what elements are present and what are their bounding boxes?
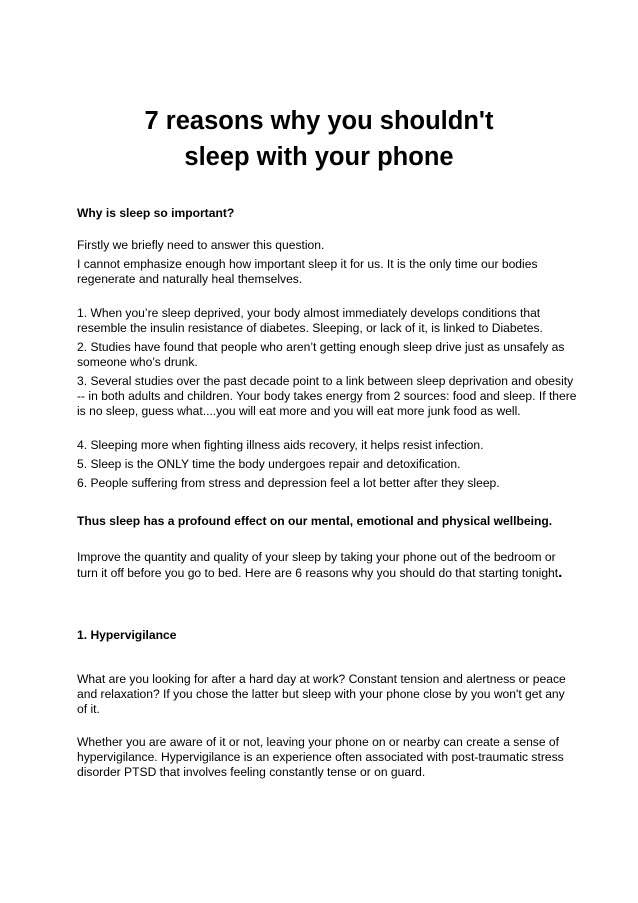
title-line-1: 7 reasons why you shouldn't <box>144 107 494 135</box>
section-1-heading: 1. Hypervigilance <box>77 628 177 642</box>
intro-paragraph-1: Firstly we briefly need to answer this question. <box>77 238 325 252</box>
intro-paragraph-2: I cannot emphasize enough how important sleep it for us. It is the only time our bodies regenerate and naturally heal themselves. <box>77 257 538 286</box>
reason-3: 3. Several studies over the past decade point to a link between sleep deprivation and obesity -- in both adults and children. Your body takes energy from 2 sources: food and sleep. If there is no sleep, guess what....you will eat more and you will eat more junk food as well. <box>77 374 577 418</box>
improve-end-period: . <box>558 564 563 581</box>
improve-paragraph <box>77 550 577 581</box>
reason-6: 6. People suffering from stress and depression feel a lot better after they sleep. <box>77 476 500 490</box>
reason-4: 4. Sleeping more when fighting illness aids recovery, it helps resist infection. <box>77 438 484 452</box>
summary-bold: Thus sleep has a profound effect on our mental, emotional and physical wellbeing. <box>77 514 553 528</box>
reason-2: 2. Studies have found that people who aren’t getting enough sleep drive just as unsafely as someone who’s drunk. <box>77 340 565 369</box>
section-1-paragraph-1: What are you looking for after a hard day at work? Constant tension and alertness or peace and relaxation? If you chose the latter but sleep with your phone close by you won't get any of it. <box>77 672 566 716</box>
page-title <box>60 103 578 175</box>
improve-text: Improve the quantity and quality of your sleep by taking your phone out of the bedroom or turn it off before you go to bed. Here are 6 reasons why you should do that starting tonight <box>77 550 559 580</box>
heading-why-sleep: Why is sleep so important? <box>77 206 235 220</box>
section-1-paragraph-2: Whether you are aware of it or not, leaving your phone on or nearby can create a sense of hypervigilance. Hypervigilance is an experience often associated with post-traumatic stress disorder PTSD that involves feeling constantly tense or on guard. <box>77 735 564 779</box>
title-line-2: sleep with your phone <box>184 143 454 171</box>
reason-1: 1. When you’re sleep deprived, your body almost immediately develops conditions that resemble the insulin resistance of diabetes. Sleeping, or lack of it, is linked to Diabetes. <box>77 306 543 335</box>
reason-5: 5. Sleep is the ONLY time the body undergoes repair and detoxification. <box>77 457 461 471</box>
